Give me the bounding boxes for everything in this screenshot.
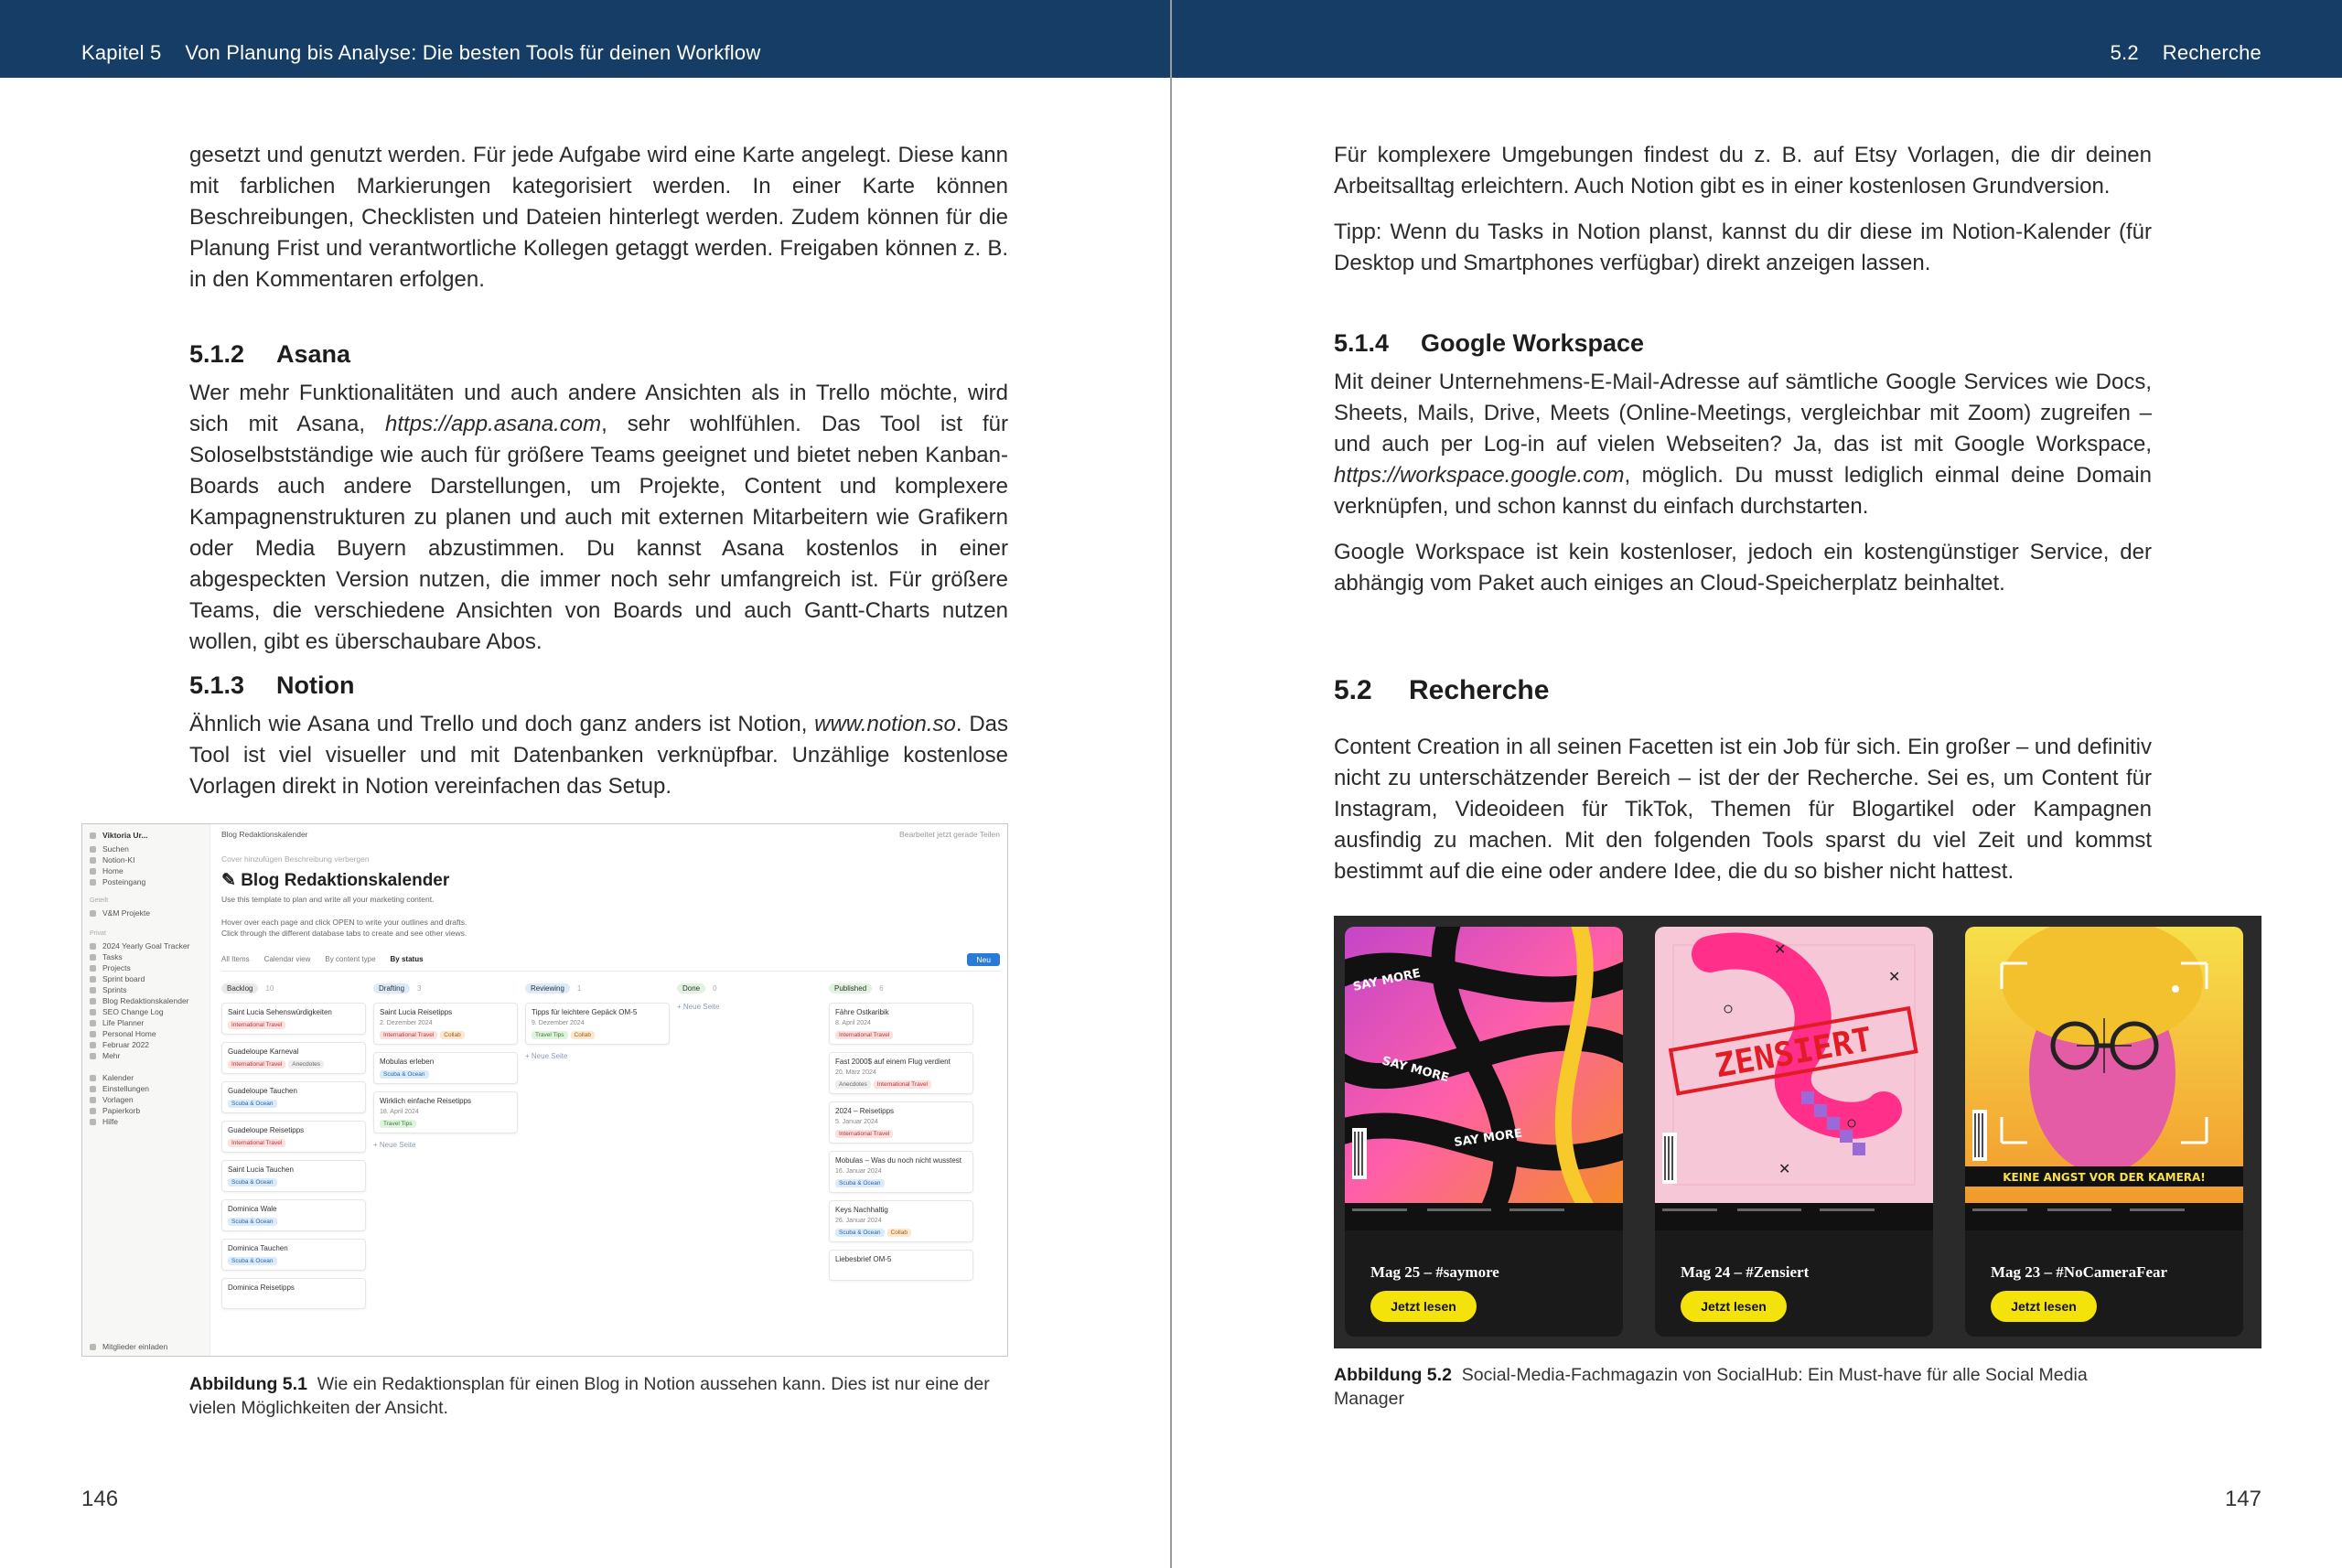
svg-text:✕: ✕ — [1888, 968, 1901, 985]
board-column — [829, 984, 973, 1288]
board-card[interactable] — [221, 1042, 366, 1074]
board-card[interactable] — [829, 1052, 973, 1094]
board-card[interactable] — [221, 1160, 366, 1192]
card-tag: Travel Tips — [532, 1031, 568, 1039]
column-count: 10 — [265, 984, 274, 993]
sidebar-item[interactable]: Hilfe — [90, 1117, 118, 1126]
nocamerafear-cover-art — [1965, 927, 2243, 1203]
board-column — [221, 984, 366, 1316]
svg-text:SAY MORE: SAY MORE — [1453, 1126, 1523, 1150]
chapter-number: Kapitel 5 — [81, 41, 162, 64]
board-column — [525, 984, 670, 1060]
nocamerafear-art-text: KEINE ANGST VOR DER KAMERA! — [2003, 1171, 2206, 1184]
right-running-header — [1172, 0, 2342, 78]
card-title: Dominica Wale — [228, 1205, 277, 1213]
saymore-topics-strip — [1345, 1203, 1623, 1230]
board-card[interactable] — [221, 1003, 366, 1035]
asana-paragraph: Wer mehr Funktionalitäten und auch andere Ansichten als in Trello möchte, wird sich mit Asana, https://app.asana.com, sehr wohlfühlen. Das Tool ist für Soloselbstständige wie auch für größere Teams geeignet und bietet neben Kanban-Boards auch andere Darstellungen, um Projekte, Content und komplexere Kampagnenstrukturen zu planen und auch mit externen Mitarbeitern wie Grafikern oder Media Buyern abzustimmen. Du kannst Asana kostenlos in einer abgespeckten Version nutzen, die immer noch sehr umfangreich ist. Für größere Teams, die verschiedene Ansichten von Boards und auch Gantt-Charts nutzen wollen, gibt es überschaubare Abos. — [189, 381, 1009, 654]
page-number-right: 147 — [2224, 1487, 2261, 1511]
page-number-left: 146 — [81, 1487, 119, 1511]
zensiert-art-text: ZENSIERT — [1712, 1020, 1875, 1086]
card-tag: International Travel — [228, 1021, 285, 1029]
sidebar-group-label: Geteilt — [90, 897, 109, 904]
column-count: 6 — [879, 984, 884, 993]
sidebar-item[interactable]: Projects — [90, 963, 131, 972]
card-date: 26. Januar 2024 — [835, 1218, 882, 1224]
recherche-paragraph: Content Creation in all seinen Facetten ist ein Job für sich. Ein großer – und definitiv nicht zu unterschätzender Bereich – ist der der Recherche. Sei es, um Content für Instagram, Videoideen für TikTok, Themen für Blogartikel oder Kampagnen ausfindig zu machen. Mit den folgenden Tools sparst du viel Zeit und kommst bestimmt auf die eine oder andere Idee, die du so bisher nicht hattest. — [1334, 735, 2152, 884]
tip-paragraph: Tipp: Wenn du Tasks in Notion planst, kannst du dir diese im Notion-Kalender (für Desktop und Smartphones verfügbar) direkt anzeigen lassen. — [1334, 220, 2152, 275]
sidebar-item[interactable]: V&M Projekte — [90, 908, 150, 918]
card-tag: Scuba & Ocean — [228, 1100, 277, 1108]
asana-link[interactable]: https://app.asana.com — [384, 412, 602, 436]
card-title: Keys Nachhaltig — [835, 1206, 888, 1214]
notion-paragraph: Ähnlich wie Asana und Trello und doch ganz anders ist Notion, www.notion.so. Das Tool ist viel visueller und mit Datenbanken verknüpfbar. Unzählige kostenlose Vorlagen direkt in Notion vereinfachen das Setup. — [189, 712, 1009, 799]
chapter-title: Von Planung bis Analyse: Die besten Tools für deinen Workflow — [185, 41, 761, 64]
magazine-title: Mag 24 – #Zensiert — [1681, 1263, 1810, 1281]
read-now-button[interactable]: Jetzt lesen — [1991, 1291, 2097, 1322]
card-date: 18. April 2024 — [380, 1109, 419, 1115]
section-notion — [189, 669, 1008, 702]
section-asana — [189, 338, 1008, 371]
column-header[interactable] — [373, 984, 518, 997]
card-tag: Travel Tips — [380, 1120, 416, 1128]
board-card[interactable] — [829, 1101, 973, 1144]
board-card[interactable] — [221, 1239, 366, 1271]
section-heading-asana: 5.1.2 Asana — [189, 340, 351, 368]
column-status-tag: Drafting — [373, 983, 410, 993]
column-header[interactable] — [677, 984, 822, 997]
notion-new-button[interactable]: Neu — [967, 953, 1000, 966]
card-tag: Scuba & Ocean — [228, 1218, 277, 1226]
notion-view-tabs — [221, 955, 1000, 972]
sidebar-item[interactable]: Notion-KI — [90, 855, 134, 865]
read-now-button[interactable]: Jetzt lesen — [1370, 1291, 1477, 1322]
card-title: Guadeloupe Karneval — [228, 1047, 299, 1056]
figure-5-1-caption — [189, 1372, 1008, 1420]
card-date: 5. Januar 2024 — [835, 1119, 878, 1125]
board-card[interactable] — [829, 1200, 973, 1242]
view-tab[interactable]: Calendar view — [263, 955, 311, 963]
svg-text:SAY MORE: SAY MORE — [1380, 1054, 1451, 1086]
card-title: Tipps für leichtere Gepäck OM-5 — [532, 1008, 638, 1016]
card-tag: Anecdotes — [288, 1060, 324, 1069]
svg-text:✕: ✕ — [1774, 940, 1787, 958]
section-heading-notion: 5.1.3 Notion — [189, 671, 355, 699]
magazine-card-nocamerafear[interactable] — [1965, 927, 2243, 1337]
asana-text — [189, 378, 1008, 658]
card-title: Guadeloupe Reisetipps — [228, 1126, 305, 1134]
add-page-button[interactable]: + Neue Seite — [525, 1052, 568, 1060]
section-title: Recherche — [2162, 41, 2261, 64]
magazine-card-zensiert[interactable] — [1655, 927, 1933, 1337]
card-tag: International Travel — [835, 1031, 893, 1039]
board-card[interactable] — [373, 1052, 518, 1084]
card-tag: Collab — [440, 1031, 464, 1039]
card-title: Wirklich einfache Reisetipps — [380, 1097, 472, 1105]
etsy-paragraph: Für komplexere Umgebungen findest du z. B. auf Etsy Vorlagen, die dir deinen Arbeitsalltag erleichtern. Auch Notion gibt es in einer kostenlosen Grundversion. — [1334, 143, 2152, 199]
column-status-tag: Reviewing — [525, 983, 570, 993]
board-column — [373, 984, 518, 1149]
card-tag: International Travel — [874, 1080, 931, 1089]
sidebar-item[interactable]: Tasks — [90, 952, 123, 961]
saymore-art-text: SAY MORE — [1351, 966, 1423, 994]
sidebar-group-label: Privat — [90, 930, 106, 937]
card-title: Dominica Tauchen — [228, 1244, 288, 1252]
card-date: 9. Dezember 2024 — [532, 1020, 585, 1026]
board-card[interactable] — [373, 1003, 518, 1045]
sidebar-item[interactable]: SEO Change Log — [90, 1007, 164, 1016]
column-header[interactable] — [829, 984, 973, 997]
card-title: Saint Lucia Sehenswürdigkeiten — [228, 1008, 332, 1016]
section-heading-google-workspace: 5.1.4 Google Workspace — [1334, 329, 1645, 357]
column-header[interactable] — [221, 984, 366, 997]
sidebar-item[interactable]: Personal Home — [90, 1029, 156, 1038]
magazine-card-saymore[interactable] — [1345, 927, 1623, 1337]
board-card[interactable] — [373, 1091, 518, 1133]
invite-members[interactable]: Mitglieder einladen — [90, 1342, 167, 1351]
sidebar-item[interactable]: Blog Redaktionskalender — [90, 996, 189, 1005]
sidebar-item[interactable]: Kalender — [90, 1073, 134, 1082]
sidebar-item[interactable]: Suchen — [90, 844, 129, 854]
card-tag: Collab — [571, 1031, 595, 1039]
figure-5-2-label: Abbildung 5.2 — [1334, 1365, 1452, 1385]
board-card[interactable] — [829, 1003, 973, 1045]
right-text-top — [1334, 140, 2152, 279]
card-tag: Scuba & Ocean — [835, 1179, 885, 1187]
card-tag: Scuba & Ocean — [835, 1229, 885, 1237]
sidebar-item[interactable]: Mehr — [90, 1051, 120, 1060]
google-text — [1334, 367, 2152, 599]
board-card[interactable] — [525, 1003, 670, 1045]
sidebar-item[interactable]: Life Planner — [90, 1018, 144, 1027]
board-card[interactable] — [829, 1250, 973, 1281]
board-column — [677, 984, 822, 1011]
section-number: 5.2 — [2110, 41, 2139, 64]
notion-link[interactable]: www.notion.so — [814, 712, 956, 736]
notion-page-title: ✎ Blog Redaktionskalender — [221, 871, 450, 890]
zensiert-topics-strip — [1655, 1203, 1933, 1230]
card-tag: International Travel — [380, 1031, 437, 1039]
card-tag: Anecdotes — [835, 1080, 871, 1089]
notion-page-description: Use this template to plan and write all your marketing content. — [221, 895, 435, 904]
column-count: 1 — [576, 984, 582, 993]
google-paragraph-2: Google Workspace ist kein kostenloser, jedoch ein kostengünstiger Service, der abhängig vom Paket auch einiges an Cloud-Speicherplatz beinhaltet. — [1334, 540, 2152, 596]
column-status-tag: Backlog — [221, 983, 258, 993]
card-title: Guadeloupe Tauchen — [228, 1087, 297, 1095]
notion-text — [189, 709, 1008, 802]
figure-5-2-text: Social-Media-Fachmagazin von SocialHub: Ein Must-have für alle Social Media Manager — [1334, 1365, 2088, 1409]
notion-page-actions[interactable]: Cover hinzufügen Beschreibung verbergen — [221, 854, 370, 864]
sidebar-item[interactable]: Sprints — [90, 985, 126, 994]
card-title: Fähre Ostkaribik — [835, 1008, 889, 1016]
zensiert-cover-art — [1655, 927, 1933, 1203]
card-date: 2. Dezember 2024 — [380, 1020, 433, 1026]
card-tag: International Travel — [228, 1139, 285, 1147]
view-tab[interactable]: By content type — [325, 955, 376, 963]
magazine-title: Mag 23 – #NoCameraFear — [1991, 1263, 2168, 1281]
card-date: 20. März 2024 — [835, 1069, 876, 1076]
card-tag: Scuba & Ocean — [228, 1178, 277, 1187]
magazine-covers-figure — [1334, 916, 2261, 1348]
notion-sidebar — [82, 824, 210, 1356]
left-running-header — [0, 0, 1170, 78]
card-date: 16. Januar 2024 — [835, 1168, 882, 1175]
notion-main — [210, 824, 1007, 1356]
column-count: 3 — [417, 984, 422, 993]
nocamerafear-topics-strip — [1965, 1203, 2243, 1230]
section-recherche — [1334, 672, 2152, 709]
card-tag: International Travel — [228, 1060, 285, 1069]
sidebar-item[interactable]: Einstellungen — [90, 1084, 149, 1093]
column-status-tag: Published — [829, 983, 872, 993]
sidebar-item[interactable]: Vorlagen — [90, 1095, 134, 1104]
card-tag: Scuba & Ocean — [380, 1070, 429, 1079]
card-title: 2024 – Reisetipps — [835, 1107, 895, 1115]
sidebar-item[interactable]: Papierkorb — [90, 1106, 140, 1115]
left-page — [0, 0, 1170, 1568]
read-now-button[interactable]: Jetzt lesen — [1681, 1291, 1787, 1322]
recherche-text — [1334, 732, 2152, 887]
sidebar-item[interactable]: Home — [90, 866, 124, 875]
saymore-cover-art — [1345, 927, 1623, 1203]
section-heading-recherche: 5.2 Recherche — [1334, 675, 1550, 705]
column-count: 0 — [713, 984, 717, 993]
board-card[interactable] — [221, 1199, 366, 1231]
card-title: Mobulas erleben — [380, 1058, 435, 1066]
board-card[interactable] — [829, 1151, 973, 1193]
notion-hint-2: Click through the different database tabs to create and see other views. — [221, 929, 467, 938]
column-status-tag: Done — [677, 983, 705, 993]
notion-screenshot-figure — [81, 823, 1008, 1357]
card-title: Dominica Reisetipps — [228, 1283, 295, 1292]
google-paragraph: Mit deiner Unternehmens-E-Mail-Adresse auf sämtliche Google Services wie Docs, Sheets, Mails, Drive, Meets (Online-Meetings, vergleichbar mit Zoom) zugreifen – und auch per Log-in auf vielen Webseiten? Ja, das ist mit Google Workspace, https://workspace.google.com, möglich. Du musst lediglich einmal deine Domain verknüpfen, und schon kannst du einfach durchstarten. — [1334, 370, 2152, 519]
board-card[interactable] — [221, 1278, 366, 1309]
card-title: Fast 2000$ auf einem Flug verdient — [835, 1058, 951, 1066]
notion-hint-1: Hover over each page and click OPEN to write your outlines and drafts. — [221, 918, 467, 927]
sidebar-item[interactable]: Posteingang — [90, 877, 145, 886]
card-title: Saint Lucia Reisetipps — [380, 1008, 453, 1016]
view-tab[interactable]: By status — [390, 955, 424, 963]
google-workspace-link[interactable]: https://workspace.google.com — [1334, 463, 1625, 488]
card-title: Saint Lucia Tauchen — [228, 1165, 294, 1174]
add-page-button[interactable]: + Neue Seite — [677, 1003, 720, 1011]
card-title: Mobulas – Was du noch nicht wusstest — [835, 1156, 962, 1165]
left-text-block — [189, 140, 1008, 295]
section-google — [1334, 327, 2152, 360]
notion-top-actions[interactable]: Bearbeitet jetzt gerade Teilen — [899, 830, 1000, 839]
add-page-button[interactable]: + Neue Seite — [373, 1141, 416, 1149]
card-tag: International Travel — [835, 1130, 893, 1138]
card-title: Liebesbrief OM-5 — [835, 1255, 892, 1263]
workspace-switcher[interactable]: Viktoria Ur... — [90, 831, 147, 840]
sidebar-item[interactable]: Februar 2022 — [90, 1040, 149, 1049]
intro-paragraph: gesetzt und genutzt werden. Für jede Aufgabe wird eine Karte angelegt. Diese kann mit farblichen Markierungen kategorisiert werden. In einer Karte können Beschreibungen, Checklisten und Dateien hinterlegt werden. Zudem können für die Planung Frist und verantwortliche Kollegen getaggt werden. Freigaben können z. B. in den Kommentaren erfolgen. — [189, 143, 1008, 292]
card-tag: Scuba & Ocean — [228, 1257, 277, 1265]
view-tab[interactable]: All Items — [221, 955, 250, 963]
sidebar-item[interactable]: 2024 Yearly Goal Tracker — [90, 941, 189, 950]
magazine-title: Mag 25 – #saymore — [1370, 1263, 1499, 1281]
sidebar-item[interactable]: Sprint board — [90, 974, 145, 983]
board-card[interactable] — [221, 1121, 366, 1153]
card-date: 8. April 2024 — [835, 1020, 871, 1026]
column-header[interactable] — [525, 984, 670, 997]
figure-5-1-text: Wie ein Redaktionsplan für einen Blog in Notion aussehen kann. Dies ist nur eine der vielen Möglichkeiten der Ansicht. — [189, 1374, 990, 1418]
notion-breadcrumb[interactable]: Blog Redaktionskalender — [221, 830, 308, 839]
svg-text:✕: ✕ — [1778, 1160, 1791, 1177]
figure-5-1-label: Abbildung 5.1 — [189, 1374, 307, 1394]
figure-5-2-caption — [1334, 1363, 2152, 1411]
card-tag: Collab — [887, 1229, 911, 1237]
board-card[interactable] — [221, 1081, 366, 1113]
